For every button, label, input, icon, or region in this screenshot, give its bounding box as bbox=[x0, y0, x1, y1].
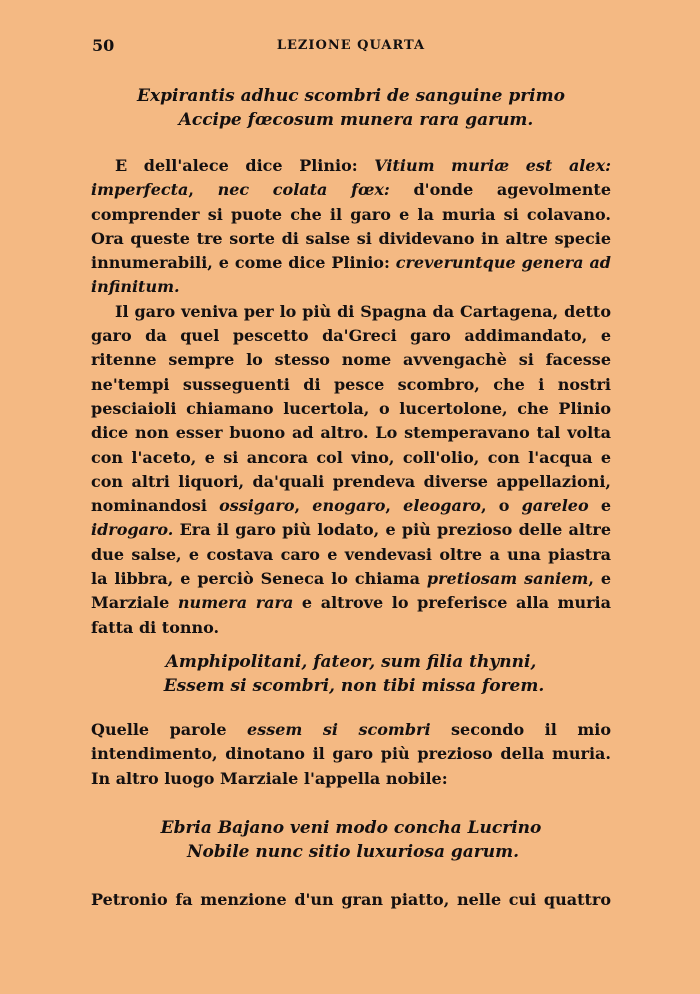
verse-quote-martial-2 bbox=[92, 650, 610, 698]
latin-quote: numera rara bbox=[177, 593, 294, 613]
term: ossigaro bbox=[219, 496, 295, 516]
term: idrogaro. bbox=[91, 520, 174, 540]
latin-quote: pretiosam saniem bbox=[426, 569, 589, 589]
verse-line: Ebria Bajano veni modo concha Lucrino bbox=[160, 818, 542, 838]
running-title: LEZIONE QUARTA bbox=[276, 38, 426, 53]
paragraph-alece: E dell'alece dice Plinio: Vitium muriæ est alex: imperfecta, nec colata fœx: d'onde agevolmente comprender si puote che il garo e la muria si colavano. Ora queste tre sorte di salse si dividevano in altre specie innumerabili, e come dice Plinio: creveruntque genera ad infinitum. bbox=[91, 156, 612, 297]
prose-block-1 bbox=[91, 154, 611, 640]
paragraph-petronio: Petronio fa menzione d'un gran piatto, nelle cui quattro bbox=[91, 890, 611, 909]
paragraph-nobile: Quelle parole essem si scombri secondo il mio intendimento, dinotano il garo più prezioso della muria. In altro luogo Marziale l'appella nobile: bbox=[91, 720, 612, 788]
page-number: 50 bbox=[92, 36, 115, 55]
latin-quote: nec colata fœx: bbox=[217, 180, 390, 200]
latin-quote: creveruntque genera ad infinitum. bbox=[91, 253, 611, 297]
verse-quote-martial-3 bbox=[92, 816, 610, 864]
verse-line: Accipe fœcosum munera rara garum. bbox=[178, 110, 534, 130]
term: gareleo bbox=[521, 496, 589, 516]
latin-quote: Vitium muriæ est alex: imperfecta bbox=[91, 156, 612, 200]
verse-line: Expirantis adhuc scombri de sanguine primo bbox=[137, 86, 565, 106]
page-header bbox=[92, 36, 610, 58]
prose-block-2 bbox=[91, 718, 611, 791]
term: enogaro bbox=[312, 496, 386, 516]
verse-line: Nobile nunc sitio luxuriosa garum. bbox=[186, 842, 520, 862]
term: eleogaro bbox=[403, 496, 481, 516]
verse-quote-martial-1 bbox=[92, 84, 610, 132]
verse-line: Essem si scombri, non tibi missa forem. bbox=[163, 676, 545, 696]
latin-quote: essem si scombri bbox=[247, 720, 431, 739]
paragraph-garo: Il garo veniva per lo più di Spagna da Cartagena, detto garo da quel pescetto da'Greci garo addimandato, e ritenne sempre lo stesso nome avvengachè si facesse ne'tempi susseguenti di pesce scombro, che i nostri pesciaioli chiamano lucertola, o lucertolone, che Plinio dice non esser buono ad altro. Lo stemperavano tal volta con l'aceto, e si ancora col vino, coll'olio, con l'acqua e con altri liquori, da'quali prendeva diverse appellazioni, nominandosi ossigaro, enogaro, eleogaro, o gareleo e idrogaro. Era il garo più lodato, e più prezioso delle altre due salse, e costava caro e vendevasi oltre a una piastra la libbra, e perciò Seneca lo chiama pretiosam saniem, e Marziale numera rara e altrove lo preferisce alla muria fatta di tonno. bbox=[91, 301, 612, 637]
verse-line: Amphipolitani, fateor, sum filia thynni, bbox=[165, 652, 537, 672]
